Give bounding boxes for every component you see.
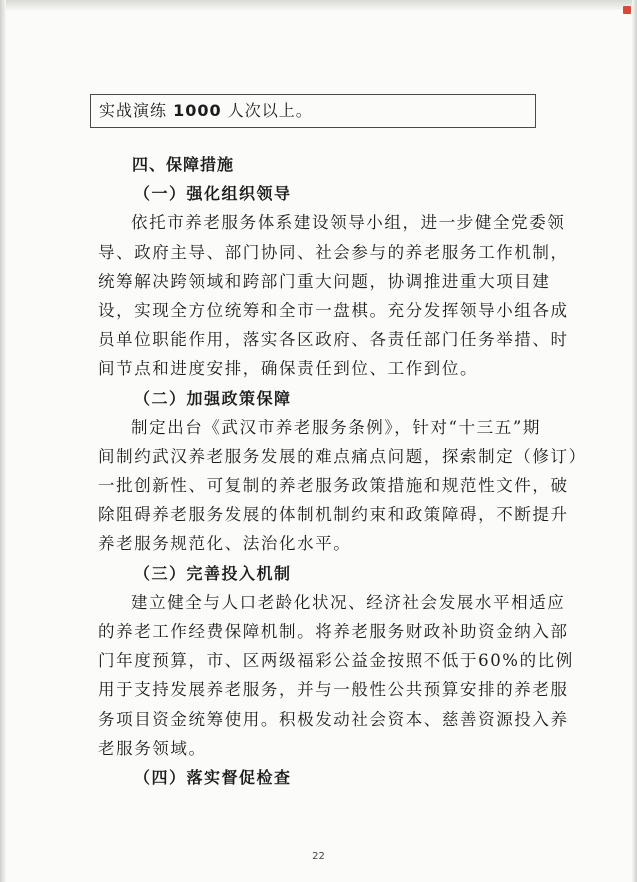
paragraph-line: 依托市养老服务体系建设领导小组，进一步健全党委领: [131, 213, 566, 233]
paragraph-line: 间制约武汉养老服务发展的难点痛点问题，探索制定（修订）: [98, 446, 587, 466]
paragraph-line: 员单位职能作用，落实各区政府、各责任部门任务举措、时: [98, 330, 569, 350]
paragraph-line: 老服务领域。: [98, 738, 207, 758]
subsection-heading-3: （三）完善投入机制: [134, 563, 292, 583]
paragraph-line: 统筹解决跨领域和跨部门重大问题，协调推进重大项目建: [98, 271, 551, 291]
paragraph-line: 门年度预算，市、区两级福彩公益金按照不低于60%的比例: [98, 651, 574, 671]
box-prefix: 实战演练: [99, 101, 168, 120]
paragraph-line: 设，实现全方位统筹和全市一盘棋。充分发挥领导小组各成: [98, 300, 569, 320]
paragraph-line: 的养老工作经费保障机制。将养老服务财政补助资金纳入部: [98, 622, 569, 641]
boxed-text-continuation: [90, 94, 536, 128]
page-number: 22: [312, 851, 325, 862]
document-body: [98, 150, 587, 792]
paragraph-line: 间节点和进度安排，确保责任到位、工作到位。: [98, 359, 479, 379]
subsection-heading-1: （一）强化组织领导: [134, 184, 292, 204]
paragraph-line: 导、政府主导、部门协同、社会参与的养老服务工作机制，: [98, 242, 569, 262]
subsection-heading-4: （四）落实督促检查: [134, 767, 292, 787]
paragraph-line: 制定出台《武汉市养老服务条例》，针对“十三五”期: [131, 417, 542, 437]
subsection-heading-2: （二）加强政策保障: [134, 388, 292, 408]
scan-corner-mark: [623, 6, 631, 14]
paragraph-line: 除阻碍养老服务发展的体制机制约束和政策障碍，不断提升: [98, 505, 569, 525]
box-number: 1000: [173, 101, 222, 120]
paragraph-line: 养老服务规范化、法治化水平。: [98, 534, 352, 554]
paragraph-line: 用于支持发展养老服务，并与一般性公共预算安排的养老服: [98, 680, 569, 700]
section-heading: 四、保障措施: [132, 155, 235, 174]
box-suffix: 人次以上。: [227, 101, 313, 120]
paragraph-line: 务项目资金统筹使用。积极发动社会资本、慈善资源投入养: [98, 709, 569, 729]
paragraph-line: 一批创新性、可复制的养老服务政策措施和规范性文件，破: [98, 476, 569, 496]
paragraph-line: 建立健全与人口老龄化状况、经济社会发展水平相适应: [131, 592, 566, 612]
